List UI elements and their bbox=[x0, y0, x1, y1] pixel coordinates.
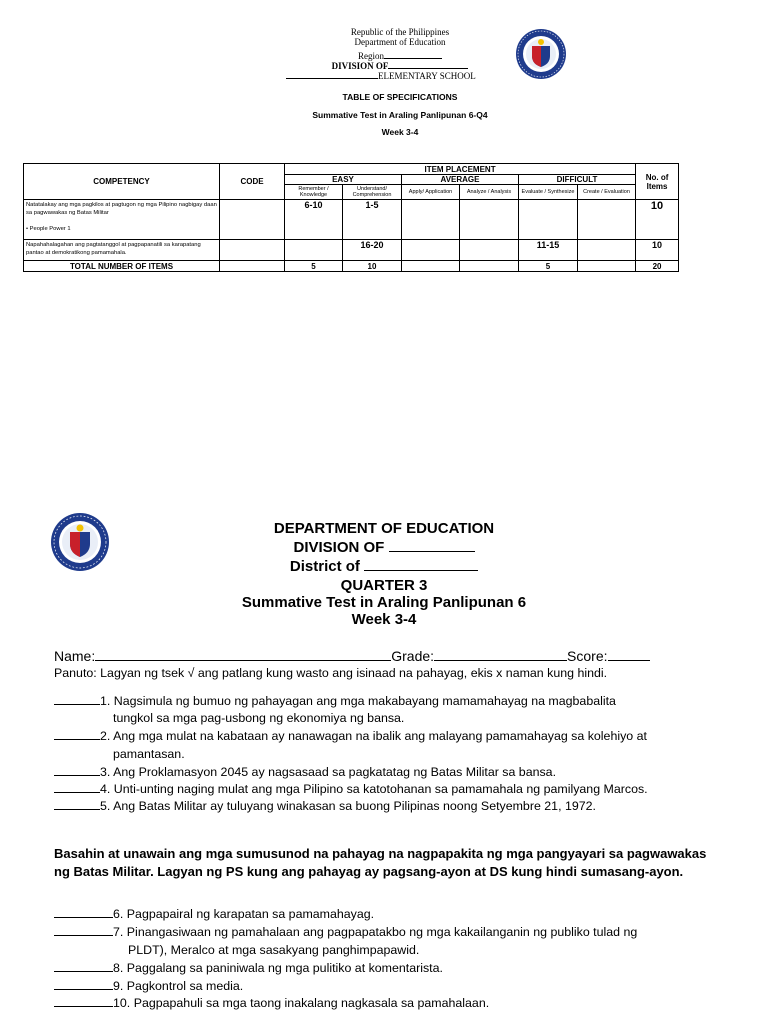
cell bbox=[578, 200, 636, 240]
test-quarter: QUARTER 3 bbox=[340, 577, 428, 594]
cell: 5 bbox=[519, 261, 578, 272]
question-7: 7. Pinangasiwaan ng pamahalaan ang pagpapatakbo ng mga kakailanganin ng publiko tulad ng bbox=[54, 925, 637, 939]
total-label: TOTAL NUMBER OF ITEMS bbox=[24, 261, 220, 272]
question-4: 4. Unti-unting naging mulat ang mga Pilipino sa katotohanan sa pamamahala ng pamilyang Marcos. bbox=[54, 782, 648, 796]
question-2-cont: pamantasan. bbox=[113, 747, 185, 761]
sub-understand: Understand/ Comprehension bbox=[343, 185, 402, 200]
col-difficult: DIFFICULT bbox=[519, 175, 636, 185]
part2-instructions: Basahin at unawain ang mga sumusunod na pahayag na nagpapakita ng mga pangyayari sa pagwawakas ng Batas Militar. Lagyan ng PS kung ang pahayag ay pagsang-ayon at DS kung hindi sumasang-ayon. bbox=[54, 846, 707, 879]
header-school: ELEMENTARY SCHOOL bbox=[286, 68, 546, 81]
answer-blank[interactable] bbox=[54, 961, 113, 972]
deped-seal bbox=[515, 28, 567, 80]
deped-seal-large bbox=[50, 512, 110, 572]
col-competency: COMPETENCY bbox=[24, 164, 220, 200]
score-field[interactable] bbox=[608, 650, 650, 661]
test-week: Week 3-4 bbox=[351, 611, 417, 628]
student-info-line bbox=[54, 648, 650, 664]
cell bbox=[460, 200, 519, 240]
question-10: 10. Pagpapahuli sa mga taong inakalang nagkasala sa pamahalaan. bbox=[54, 996, 489, 1010]
grade-field[interactable] bbox=[434, 650, 567, 661]
cell: 6-10 bbox=[285, 200, 343, 240]
name-label: Name: bbox=[54, 648, 96, 664]
cell: 5 bbox=[285, 261, 343, 272]
cell bbox=[402, 240, 460, 261]
header-division: DIVISION OF bbox=[200, 58, 600, 71]
test-district: District of bbox=[150, 557, 618, 576]
header-region: Region bbox=[200, 48, 600, 61]
question-3: 3. Ang Proklamasyon 2045 ay nagsasaad sa pagkatatag ng Batas Militar sa bansa. bbox=[54, 765, 556, 779]
cell bbox=[578, 261, 636, 272]
specification-table bbox=[23, 163, 679, 272]
question-9: 9. Pagkontrol sa media. bbox=[54, 979, 243, 993]
items-cell: 10 bbox=[636, 200, 679, 240]
cell: 11-15 bbox=[519, 240, 578, 261]
table-row bbox=[24, 200, 679, 240]
question-8: 8. Paggalang sa paniniwala ng mga pulitiko at komentarista. bbox=[54, 961, 443, 975]
cell bbox=[220, 261, 285, 272]
tos-title: TABLE OF SPECIFICATIONS bbox=[342, 92, 458, 102]
cell bbox=[460, 240, 519, 261]
question-7-cont: PLDT), Meralco at mga sasakyang panghimpapawid. bbox=[128, 943, 420, 957]
col-code: CODE bbox=[220, 164, 285, 200]
answer-blank[interactable] bbox=[54, 729, 100, 740]
sub-apply: Apply/ Application bbox=[402, 185, 460, 200]
answer-blank[interactable] bbox=[54, 907, 113, 918]
total-row bbox=[24, 261, 679, 272]
answer-blank[interactable] bbox=[54, 782, 100, 793]
answer-blank[interactable] bbox=[54, 765, 100, 776]
cell: 1-5 bbox=[343, 200, 402, 240]
col-easy: EASY bbox=[285, 175, 402, 185]
cell bbox=[578, 240, 636, 261]
sub-remember: Remember / Knowledge bbox=[285, 185, 343, 200]
competency-cell: Napahahalagahan ang pagtatanggol at pagpapanatili sa karapatang pantao at demokratikong pamamahala. bbox=[24, 240, 220, 261]
answer-blank[interactable] bbox=[54, 799, 100, 810]
competency-cell: Natatalakay ang mga pagkilos at pagtugon ng mga Pilipino nagbigay daan sa pagwawakas ng Batas Militar • People Power 1 bbox=[24, 200, 220, 240]
answer-blank[interactable] bbox=[54, 925, 113, 936]
question-6: 6. Pagpapairal ng karapatan sa pamamahayag. bbox=[54, 907, 374, 921]
cell bbox=[460, 261, 519, 272]
cell: 16-20 bbox=[343, 240, 402, 261]
total-items-cell: 20 bbox=[636, 261, 679, 272]
col-item-placement: ITEM PLACEMENT bbox=[285, 164, 636, 175]
question-1: 1. Nagsimula ng bumuo ng pahayagan ang mga makabayang mamamahayag na magbabalita bbox=[54, 694, 616, 708]
code-cell bbox=[220, 200, 285, 240]
code-cell bbox=[220, 240, 285, 261]
header-republic: Republic of the Philippines bbox=[350, 27, 450, 37]
score-label: Score: bbox=[567, 648, 608, 664]
name-field[interactable] bbox=[95, 650, 391, 661]
col-average: AVERAGE bbox=[402, 175, 519, 185]
tos-subtitle: Summative Test in Araling Panlipunan 6-Q4 bbox=[312, 110, 488, 120]
tos-week: Week 3-4 bbox=[381, 127, 419, 137]
cell bbox=[402, 261, 460, 272]
answer-blank[interactable] bbox=[54, 996, 113, 1007]
test-division: DIVISION OF bbox=[150, 538, 618, 557]
sub-create: Create / Evaluation bbox=[578, 185, 636, 200]
test-title: Summative Test in Araling Panlipunan 6 bbox=[241, 594, 527, 611]
cell bbox=[285, 240, 343, 261]
question-2: 2. Ang mga mulat na kabataan ay nanawagan na ibalik ang malayang pamamahayag sa kolehiyo at bbox=[54, 729, 647, 743]
items-cell: 10 bbox=[636, 240, 679, 261]
cell bbox=[402, 200, 460, 240]
header-department: Department of Education bbox=[354, 37, 446, 47]
answer-blank[interactable] bbox=[54, 979, 113, 990]
question-5: 5. Ang Batas Militar ay tuluyang winakasan sa buong Pilipinas noong Setyembre 21, 1972. bbox=[54, 799, 596, 813]
question-1-cont: tungkol sa mga pag-usbong ng ekonomiya ng bansa. bbox=[113, 711, 405, 725]
sub-evaluate: Evaluate / Synthesize bbox=[519, 185, 578, 200]
cell bbox=[519, 200, 578, 240]
grade-label: Grade: bbox=[391, 648, 435, 664]
table-row bbox=[24, 240, 679, 261]
instructions: Panuto: Lagyan ng tsek √ ang patlang kung wasto ang isinaad na pahayag, ekis x naman kung hindi. bbox=[54, 666, 608, 680]
col-no-of-items: No. of Items bbox=[636, 164, 679, 200]
cell: 10 bbox=[343, 261, 402, 272]
answer-blank[interactable] bbox=[54, 694, 100, 705]
sub-analyze: Analyze / Analysis bbox=[460, 185, 519, 200]
test-dept: DEPARTMENT OF EDUCATION bbox=[273, 520, 495, 537]
